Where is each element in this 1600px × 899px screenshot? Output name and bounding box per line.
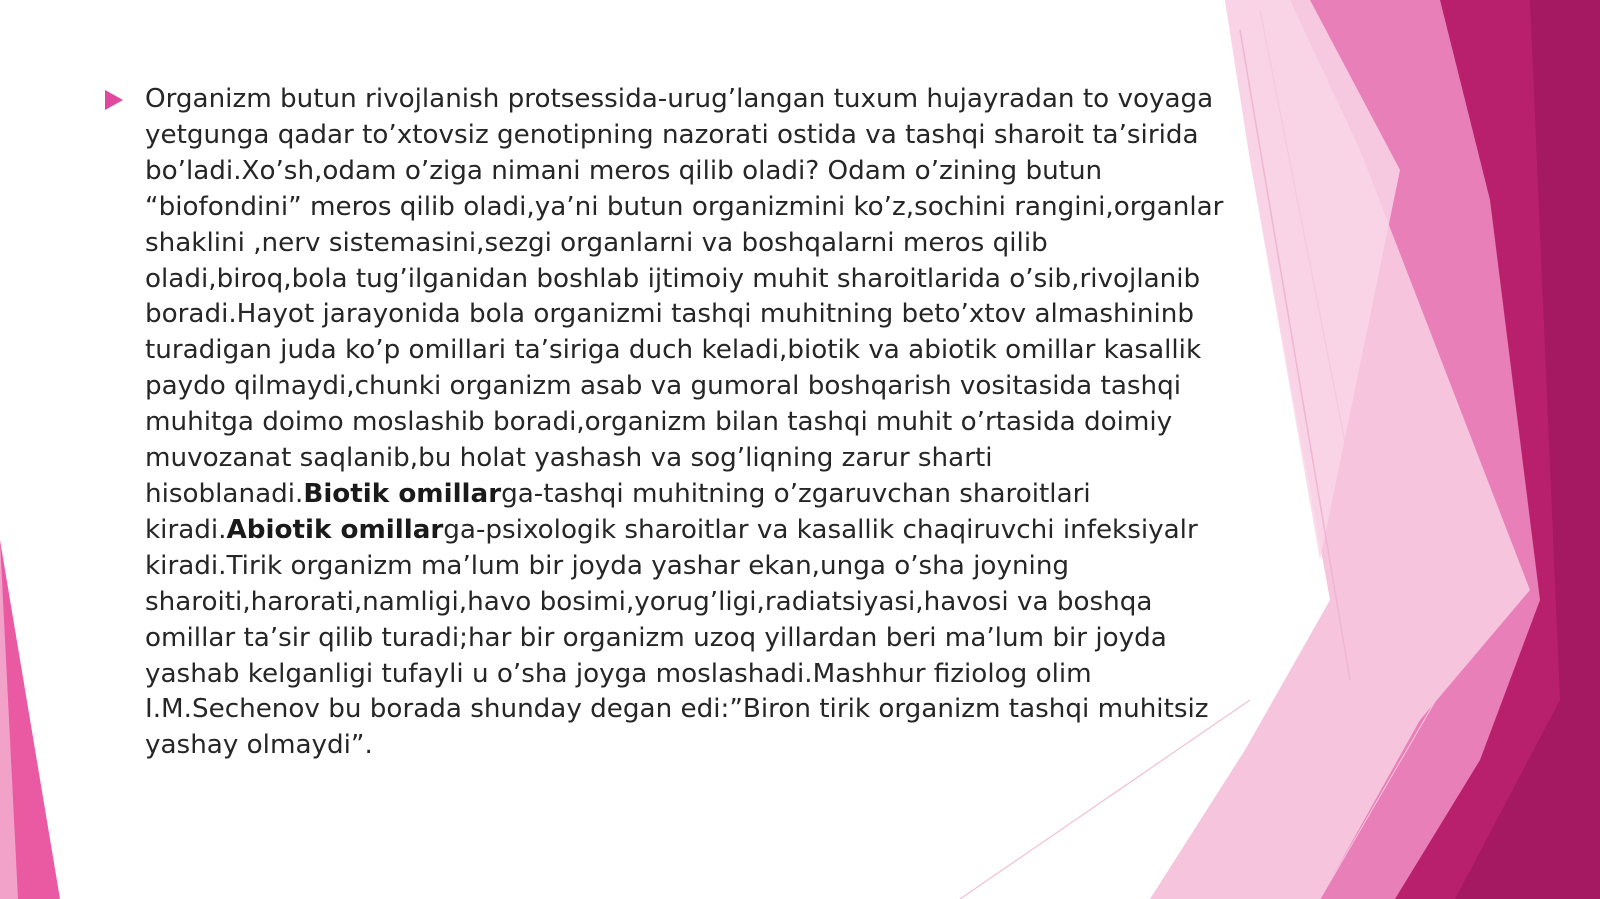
paragraph-text-1: Organizm butun rivojlanish protsessida-urug’langan tuxum hujayradan to voyaga yetgunga qadar to’xtovsiz genotipning nazorati ostida va tashqi sharoit ta’sirida bo’ladi.Xo’sh,odam o’ziga nimani meros qilib oladi? Odam o’zining butun “biofondini” meros qilib oladi,ya’ni butun organizmini ko’z,sochini rangini,organlar shaklini ,nerv sistemasini,sezgi organlarni va boshqalarni meros qilib oladi,biroq,bola tug’ilganidan boshlab ijtimoiy muhit sharoitlarida o’sib,rivojlanib boradi.Hayot jarayonida bola organizmi tashqi muhitning beto’xtov almashininb turadigan juda ko’p omillari ta’siriga duch keladi,biotik va abiotik omillar kasallik paydo qilmaydi,chunki organizm asab va gumoral boshqarish vositasida tashqi muhitga doimo moslashib boradi,organizm bilan tashqi muhit o’rtasida doimiy muvozanat saqlanib,bu holat yashash va sog’liqning zarur sharti hisoblanadi. xyxy=(145,84,1224,509)
body-paragraph xyxy=(145,82,1235,764)
paragraph-text-3: ga-psixologik sharoitlar va kasallik chaqiruvchi infeksiyalr kiradi.Tirik organizm ma’lum bir joyda yashar ekan,unga o’sha joyning sharoiti,harorati,namligi,havo bosimi,yorug’ligi,radiatsiyasi,havosi va boshqa omillar ta’sir qilib turadi;har bir organizm uzoq yillardan beri ma’lum bir joyda yashab kelganligi tufayli u o’sha joyga moslashadi.Mashhur fiziolog olim I.M.Sechenov bu borada shunday degan edi:”Biron tirik organizm tashqi muhitsiz yashay olmaydi”. xyxy=(145,514,1209,761)
paragraph-text-2: ga-tashqi muhitning o’zgaruvchan sharoitlari kiradi. xyxy=(145,478,1091,545)
abiotik-omillar-term: Abiotik omillar xyxy=(226,514,444,545)
biotik-omillar-term: Biotik omillar xyxy=(303,478,502,509)
triangle-bullet-icon xyxy=(105,90,123,110)
bullet-item xyxy=(105,82,1235,764)
slide-content xyxy=(105,82,1235,764)
